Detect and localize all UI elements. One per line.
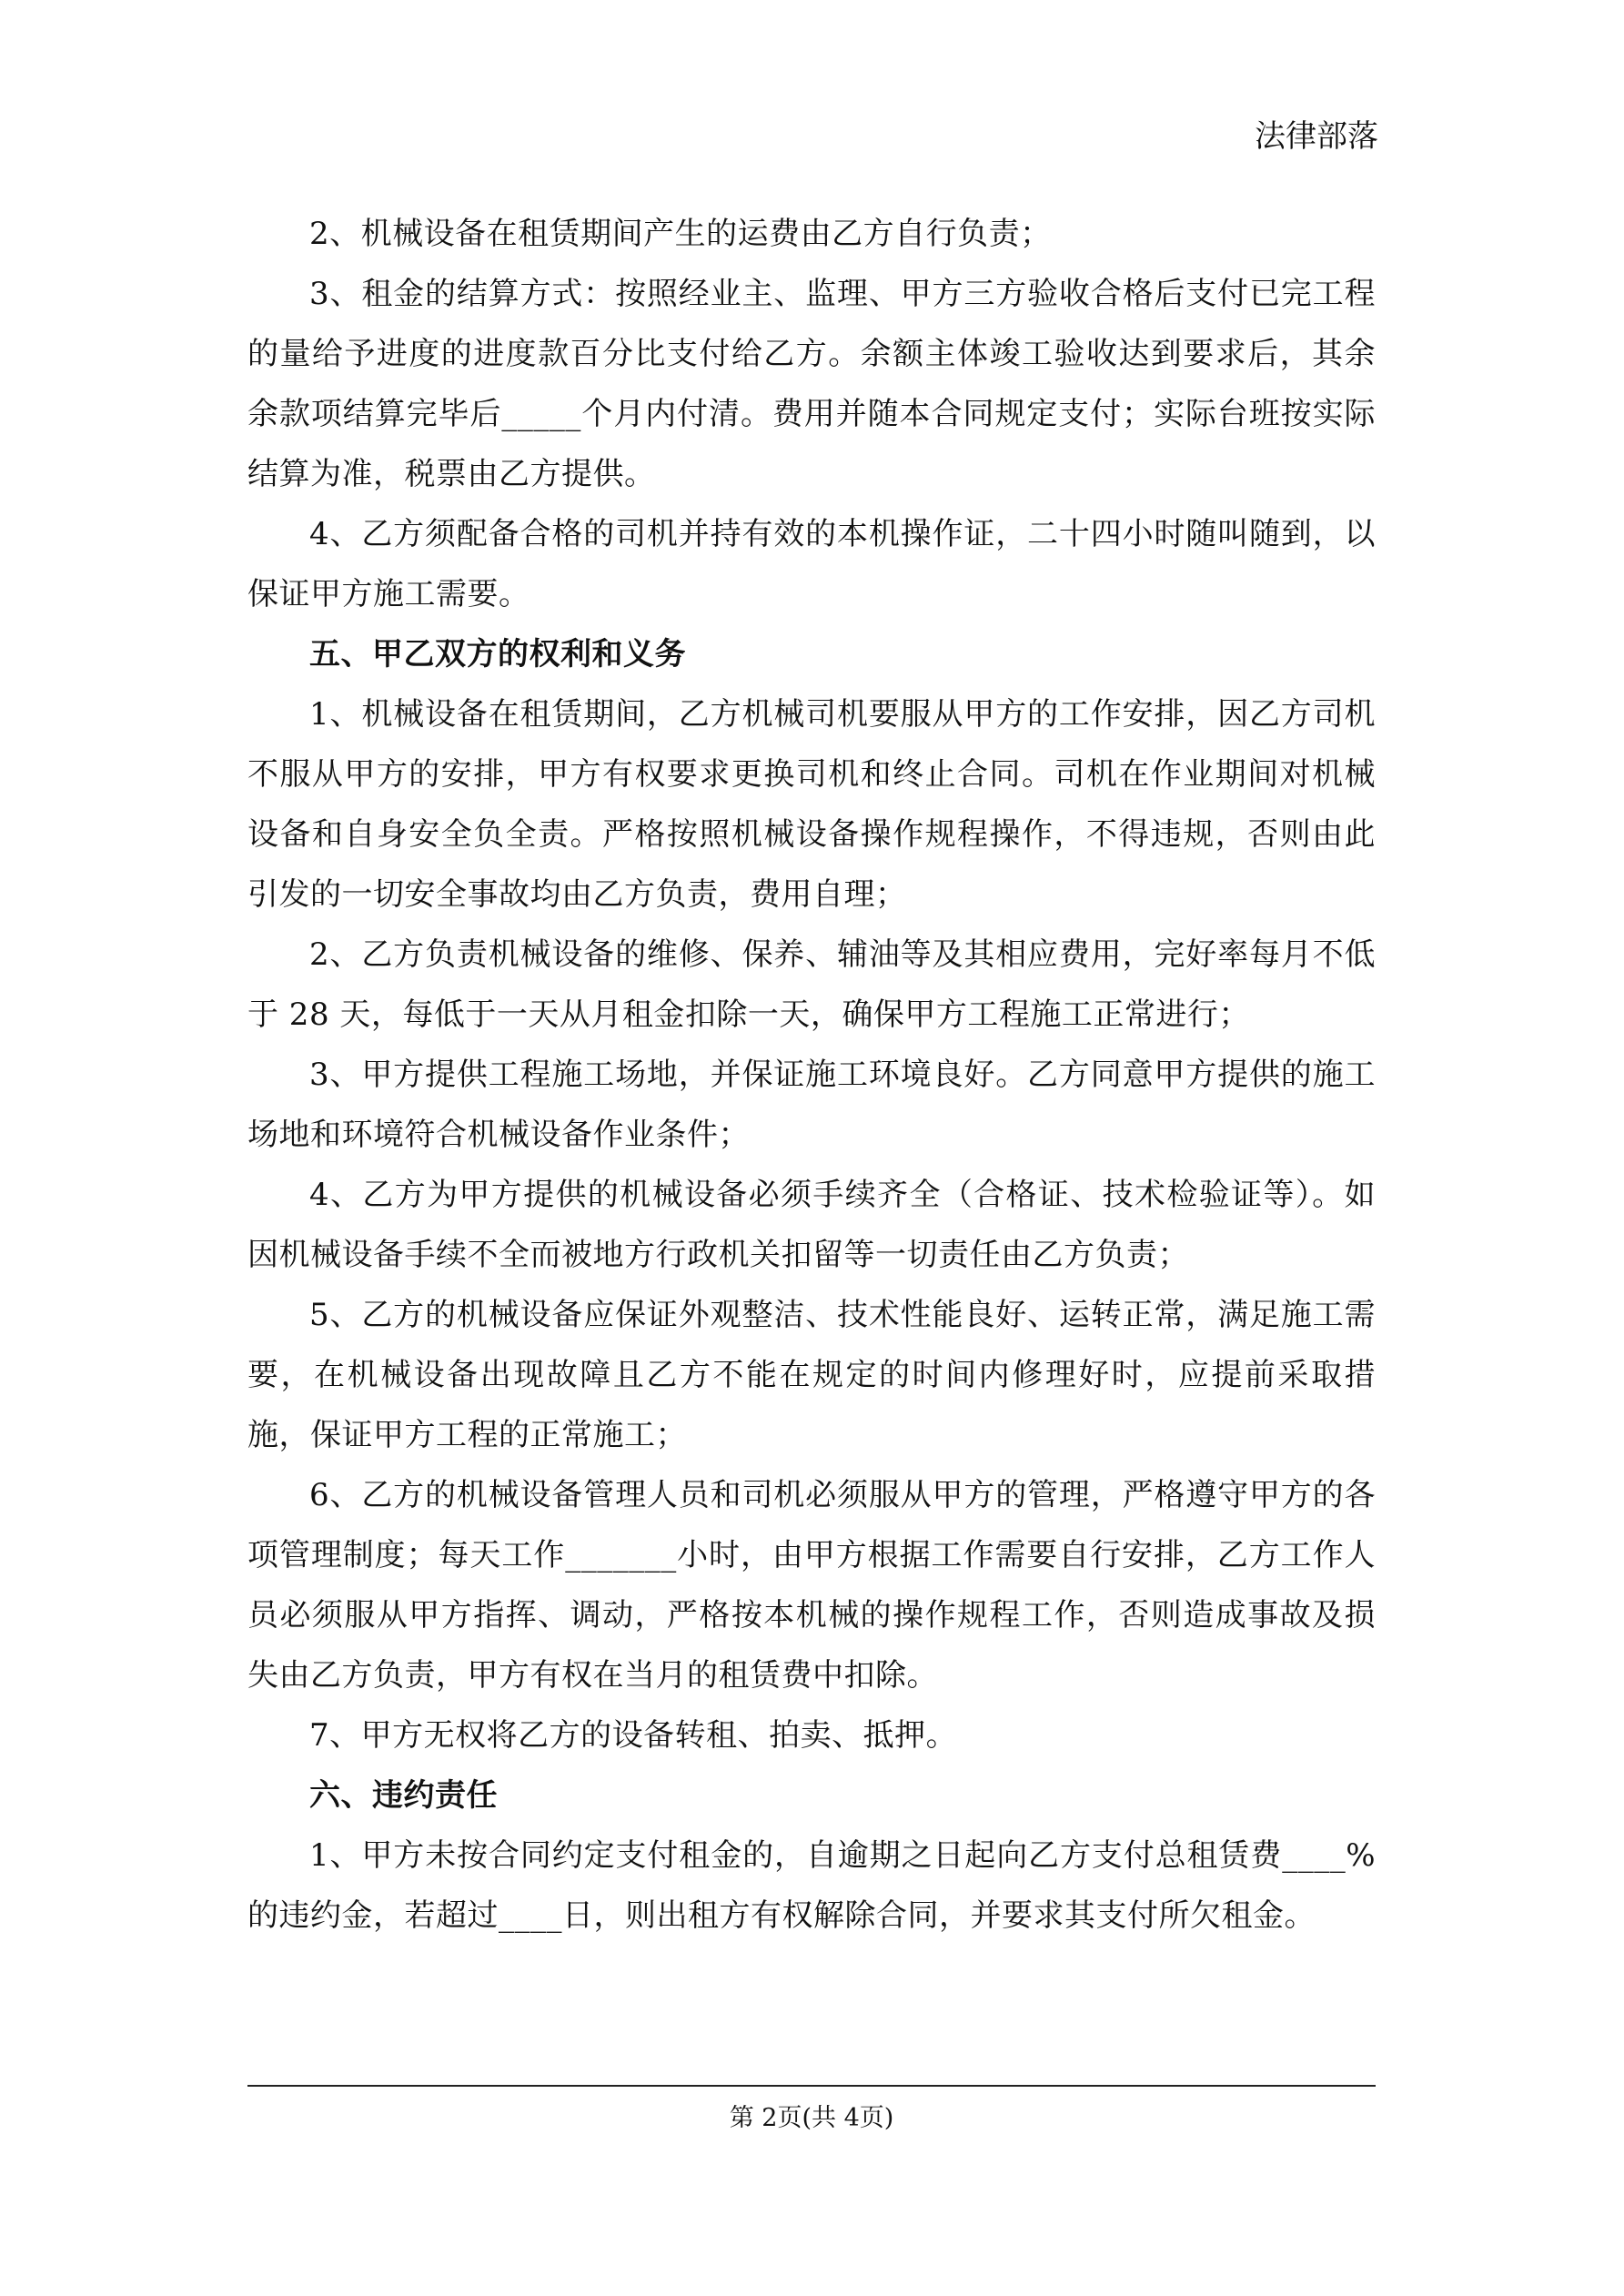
paragraph: 2、机械设备在租赁期间产生的运费由乙方自行负责；: [309, 216, 1052, 252]
paragraph: 1、甲方未按合同约定支付租金的，自逾期之日起向乙方支付总租赁费____%的违约金，若超过____日，则出租方有权解除合同，并要求其支付所欠租金。: [247, 1837, 1376, 1934]
paragraph: 3、甲方提供工程施工场地，并保证施工环境良好。乙方同意甲方提供的施工场地和环境符合机械设备作业条件；: [247, 1057, 1376, 1153]
footer-divider: [247, 2085, 1376, 2087]
paragraph: 5、乙方的机械设备应保证外观整洁、技术性能良好、运转正常，满足施工需要，在机械设备出现故障且乙方不能在规定的时间内修理好时，应提前采取措施，保证甲方工程的正常施工；: [247, 1297, 1376, 1453]
paragraph: 7、甲方无权将乙方的设备转租、拍卖、抵押。: [309, 1717, 958, 1754]
paragraph: 4、乙方为甲方提供的机械设备必须手续齐全（合格证、技术检验证等）。如因机械设备手续不全而被地方行政机关扣留等一切责任由乙方负责；: [247, 1177, 1376, 1273]
section-heading: 六、违约责任: [309, 1777, 498, 1814]
paragraph: 6、乙方的机械设备管理人员和司机必须服从甲方的管理，严格遵守甲方的各项管理制度；每天工作_______小时，由甲方根据工作需要自行安排，乙方工作人员必须服从甲方指挥、调动，严格按本机械的操作规程工作，否则造成事故及损失由乙方负责，甲方有权在当月的租赁费中扣除。: [247, 1477, 1376, 1694]
section-heading: 五、甲乙双方的权利和义务: [309, 636, 686, 673]
document-body: [247, 204, 1376, 1946]
header-brand: 法律部落: [1255, 118, 1378, 155]
page-number: 第 2页(共 4页): [729, 2104, 894, 2132]
paragraph: 1、机械设备在租赁期间，乙方机械司机要服从甲方的工作安排，因乙方司机不服从甲方的安排，甲方有权要求更换司机和终止合同。司机在作业期间对机械设备和自身安全负全责。严格按照机械设备操作规程操作，不得违规，否则由此引发的一切安全事故均由乙方负责，费用自理；: [247, 696, 1376, 913]
paragraph: 4、乙方须配备合格的司机并持有效的本机操作证，二十四小时随叫随到，以保证甲方施工需要。: [247, 516, 1376, 612]
paragraph: 2、乙方负责机械设备的维修、保养、辅油等及其相应费用，完好率每月不低于 28 天，每低于一天从月租金扣除一天，确保甲方工程施工正常进行；: [247, 936, 1376, 1033]
paragraph: 3、租金的结算方式：按照经业主、监理、甲方三方验收合格后支付已完工程的量给予进度的进度款百分比支付给乙方。余额主体竣工验收达到要求后，其余余款项结算完毕后_____个月内付清。费用并随本合同规定支付；实际台班按实际结算为准，税票由乙方提供。: [247, 276, 1376, 492]
